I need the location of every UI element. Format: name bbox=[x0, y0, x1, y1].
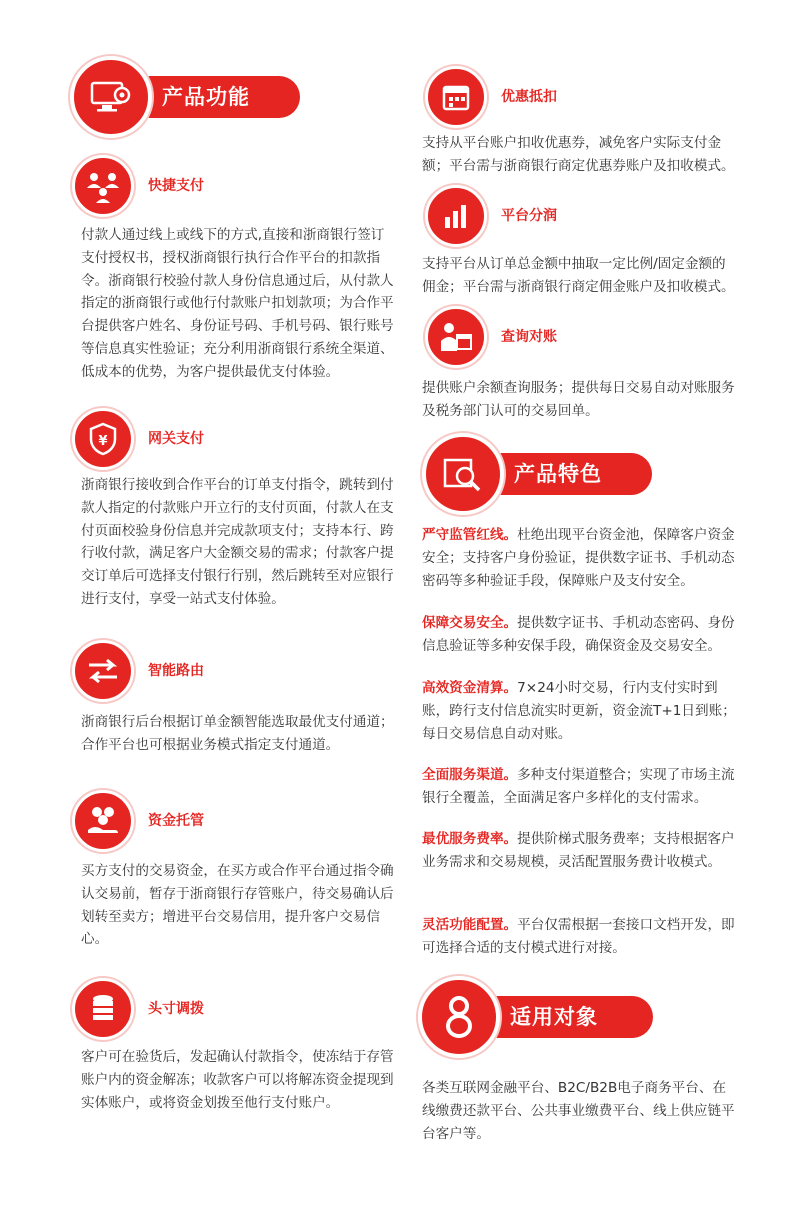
function-desc-smart-routing: 浙商银行后台根据订单金额智能选取最优支付通道；合作平台也可根据业务模式指定支付通道。 bbox=[81, 714, 394, 753]
section-title: 产品特色 bbox=[462, 453, 652, 495]
coin-stack-icon bbox=[72, 978, 134, 1040]
function-header-profit-sharing bbox=[425, 185, 625, 245]
feature-item bbox=[422, 764, 738, 810]
feature-item bbox=[422, 828, 738, 874]
people-exchange-icon bbox=[72, 155, 134, 217]
feature-label: 全面服务渠道。 bbox=[422, 767, 518, 783]
function-header-discount bbox=[425, 66, 625, 126]
shield-yuan-icon bbox=[72, 408, 134, 470]
svg-text:¥: ¥ bbox=[98, 434, 108, 449]
function-title: 快捷支付 bbox=[148, 178, 204, 194]
function-header-smart-routing bbox=[72, 640, 272, 700]
function-title: 平台分润 bbox=[501, 208, 557, 224]
function-header-quick-pay bbox=[72, 155, 272, 215]
section-header-applicable bbox=[418, 976, 654, 1056]
function-title: 资金托管 bbox=[148, 813, 204, 829]
feature-item bbox=[422, 612, 738, 658]
function-title: 查询对账 bbox=[501, 329, 557, 345]
person-calendar-icon bbox=[425, 306, 487, 368]
computer-gear-icon bbox=[70, 56, 152, 138]
function-desc-discount: 支持从平台账户扣收优惠券，减免客户实际支付金额；平台需与浙商银行商定优惠券账户及扣收模式。 bbox=[422, 135, 735, 174]
feature-text: 7×24小时交易，行内支付实时到账，跨行支付信息流实时更新，资金流T+1日到账；每日交易信息自动对账。 bbox=[422, 680, 736, 742]
feature-label: 严守监管红线。 bbox=[422, 527, 518, 543]
function-title: 优惠抵扣 bbox=[501, 89, 557, 105]
function-desc-profit-sharing: 支持平台从订单总金额中抽取一定比例/固定金额的佣金；平台需与浙商银行商定佣金账户及扣收模式。 bbox=[422, 256, 735, 295]
feature-text: 提供数字证书、手机动态密码、身份信息验证等多种安保手段，确保资金及交易安全。 bbox=[422, 615, 735, 654]
feature-item bbox=[422, 524, 738, 592]
function-desc-quick-pay: 付款人通过线上或线下的方式,直接和浙商银行签订支付授权书，授权浙商银行执行合作平台的扣款指令。浙商银行校验付款人身份信息通过后，从付款人指定的浙商银行或他行付款账户扣划款项；为合作平台提供客户姓名、身份证号码、手机号码、银行账号等信息真实性验证；充分利用浙商银行系统全渠道、低成本的优势，为客户提供最优支付体验。 bbox=[81, 227, 394, 380]
route-arrows-icon bbox=[72, 640, 134, 702]
function-desc-query-reconcile: 提供账户余额查询服务；提供每日交易自动对账服务及税务部门认可的交易回单。 bbox=[422, 380, 735, 419]
function-title: 智能路由 bbox=[148, 663, 204, 679]
function-header-fund-custody bbox=[72, 790, 272, 850]
function-title: 网关支付 bbox=[148, 431, 204, 447]
feature-label: 高效资金清算。 bbox=[422, 680, 518, 696]
applicable-desc: 各类互联网金融平台、B2C/B2B电子商务平台、在线缴费还款平台、公共事业缴费平台、线上供应链平台客户等。 bbox=[422, 1080, 735, 1142]
section-title: 适用对象 bbox=[458, 996, 653, 1038]
section-title: 产品功能 bbox=[110, 76, 300, 118]
feature-item bbox=[422, 914, 738, 960]
section-header-product-features bbox=[422, 433, 654, 513]
function-header-query-reconcile bbox=[425, 306, 625, 366]
feature-text: 杜绝出现平台资金池，保障客户资金安全；支持客户身份验证，提供数字证书、手机动态密码等多种验证手段，保障账户及支付安全。 bbox=[422, 527, 735, 589]
feature-text: 平台仅需根据一套接口文档开发，即可选择合适的支付模式进行对接。 bbox=[422, 917, 735, 956]
feature-item bbox=[422, 677, 738, 745]
person-icon bbox=[418, 976, 500, 1058]
feature-label: 最优服务费率。 bbox=[422, 831, 518, 847]
function-header-gateway-pay bbox=[72, 408, 272, 468]
feature-text: 多种支付渠道整合；实现了市场主流银行全覆盖，全面满足客户多样化的支付需求。 bbox=[422, 767, 735, 806]
function-header-position-transfer bbox=[72, 978, 272, 1038]
function-desc-gateway-pay: 浙商银行接收到合作平台的订单支付指令，跳转到付款人指定的付款账户开立行的支付页面，付款人在支付页面校验身份信息并完成款项支付；支持本行、跨行收付款，满足客户大金额交易的需求；付款客户提交订单后可选择支付银行行别，然后跳转至对应银行进行支付，享受一站式支付体验。 bbox=[81, 477, 394, 607]
function-desc-fund-custody: 买方支付的交易资金，在买方或合作平台通过指令确认交易前，暂存于浙商银行存管账户，待交易确认后划转至卖方；增进平台交易信用，提升客户交易信心。 bbox=[81, 863, 394, 948]
function-desc-position-transfer: 客户可在验货后，发起确认付款指令，使冻结于存管账户内的资金解冻；收款客户可以将解冻资金提现到实体账户，或将资金划拨至他行支付账户。 bbox=[81, 1049, 394, 1111]
feature-label: 灵活功能配置。 bbox=[422, 917, 518, 933]
function-title: 头寸调拨 bbox=[148, 1001, 204, 1017]
hand-coins-icon bbox=[72, 790, 134, 852]
feature-label: 保障交易安全。 bbox=[422, 615, 518, 631]
feature-text: 提供阶梯式服务费率；支持根据客户业务需求和交易规模，灵活配置服务费计收模式。 bbox=[422, 831, 735, 870]
calendar-icon bbox=[425, 66, 487, 128]
document-search-icon bbox=[422, 433, 504, 515]
section-header-product-functions bbox=[70, 56, 302, 136]
bar-chart-icon bbox=[425, 185, 487, 247]
